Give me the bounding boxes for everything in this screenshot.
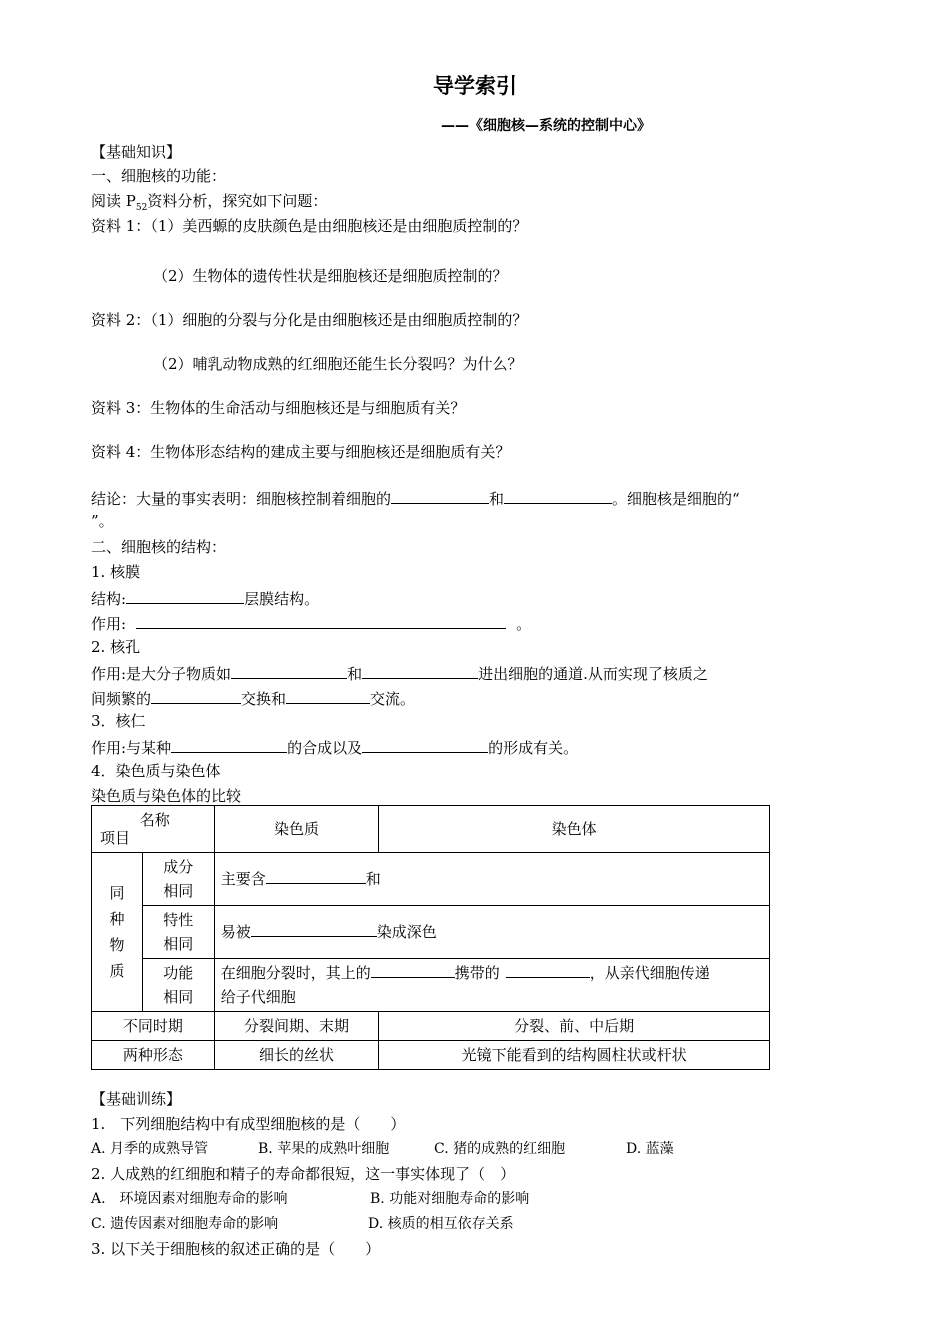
nuclear-pore-heading: 2. 核孔 (91, 638, 141, 656)
blank-field[interactable] (126, 587, 244, 604)
membrane-function-label: 作用: (91, 615, 127, 633)
membrane-function-line (91, 612, 531, 634)
group-char: 种 (109, 910, 125, 928)
table-row (92, 853, 770, 906)
nucleolus-text-b: 的合成以及 (287, 739, 363, 757)
blank-field[interactable] (391, 487, 489, 504)
composition-text-b: 和 (365, 870, 381, 888)
form-chromatin: 细长的丝状 (214, 1041, 379, 1070)
pore-text-a: 作用:是大分子物质如 (91, 665, 232, 683)
table-row (92, 1041, 770, 1070)
blank-field[interactable] (251, 920, 377, 937)
pore-and: 和 (347, 665, 363, 683)
blank-field[interactable] (171, 736, 287, 753)
row-label-composition (142, 853, 214, 906)
group-char: 物 (109, 936, 125, 954)
q1-option-a[interactable]: A. 月季的成熟导管 (91, 1141, 209, 1157)
row-label-part: 功能 (163, 964, 194, 982)
section-heading-basic-knowledge: 【基础知识】 (91, 143, 182, 161)
table-header-row (92, 806, 770, 853)
same-substance-label (92, 853, 143, 1012)
header-chromosome: 染色体 (379, 806, 770, 853)
material-1-q2: （2）生物体的遗传性状是细胞核还是细胞质控制的？ (153, 267, 508, 285)
membrane-function-end: 。 (516, 615, 532, 633)
pore-text-e: 交流。 (370, 690, 416, 708)
question-3: 3. 以下关于细胞核的叙述正确的是（ ） (91, 1240, 381, 1258)
conclusion-and: 和 (489, 490, 505, 508)
membrane-structure-text: 层膜结构。 (244, 590, 320, 608)
blank-field[interactable] (266, 867, 366, 884)
form-chromosome: 光镜下能看到的结构圆柱状或杆状 (379, 1041, 770, 1070)
function-text-d: 给子代细胞 (220, 988, 296, 1006)
table-row (92, 906, 770, 959)
corner-item: 项目 (100, 829, 131, 847)
intro-text-b: 资料分析，探究如下问题： (147, 192, 328, 210)
blank-field[interactable] (362, 736, 488, 753)
conclusion-line (91, 487, 740, 509)
material-1-q1-text: （1）美西螈的皮肤颜色是由细胞核还是由细胞质控制的？ (150, 217, 528, 235)
pore-function-line (91, 662, 708, 684)
function-text-c: ，从亲代细胞传递 (589, 964, 710, 982)
material-2-q1 (91, 310, 527, 330)
q1-option-d[interactable]: D. 蓝藻 (626, 1141, 674, 1157)
nucleolus-text-c: 的形成有关。 (488, 739, 579, 757)
property-text-b: 染成深色 (376, 923, 437, 941)
composition-text-a: 主要含 (220, 870, 266, 888)
q2-option-b[interactable]: B. 功能对细胞寿命的影响 (370, 1191, 530, 1207)
question-2: 2. 人成熟的红细胞和精子的寿命都很短，这一事实体现了（ ） (91, 1165, 516, 1183)
nucleolus-text-a: 作用:与某种 (91, 739, 172, 757)
pore-text-d: 交换和 (241, 690, 287, 708)
conclusion-line-2: ”。 (91, 512, 114, 530)
q1-option-b[interactable]: B. 苹果的成熟叶细胞 (258, 1141, 390, 1157)
nucleolus-heading: 3．核仁 (91, 712, 146, 730)
page-title: 导学索引 (433, 74, 517, 98)
blank-field[interactable] (286, 687, 370, 704)
row-label-period: 不同时期 (92, 1012, 215, 1041)
blank-field[interactable] (362, 662, 478, 679)
material-2-q1-text: （1）细胞的分裂与分化是由细胞核还是由细胞质控制的？ (150, 311, 528, 329)
q2-option-d[interactable]: D. 核质的相互依存关系 (368, 1216, 514, 1232)
chromatin-heading: 4．染色质与染色体 (91, 762, 221, 780)
table-corner-cell (92, 806, 215, 853)
part2-heading: 二、细胞核的结构： (91, 538, 227, 556)
function-text-a: 在细胞分裂时，其上的 (220, 964, 371, 982)
row-label-part: 相同 (163, 882, 194, 900)
pore-text-c: 间频繁的 (91, 690, 152, 708)
row-label-part: 成分 (163, 858, 194, 876)
row-label-part: 特性 (163, 911, 194, 929)
conclusion-text-b: 。细胞核是细胞的“ (612, 490, 740, 508)
nuclear-membrane-heading: 1. 核膜 (91, 563, 141, 581)
material-2-label: 资料 2： (91, 311, 151, 329)
blank-field[interactable] (371, 961, 455, 978)
blank-field[interactable] (151, 687, 241, 704)
material-2-q2: （2）哺乳动物成熟的红细胞还能生长分裂吗？为什么？ (153, 355, 523, 373)
period-chromatin: 分裂间期、末期 (214, 1012, 379, 1041)
intro-text-a: 阅读 P (91, 192, 136, 210)
q1-option-c[interactable]: C. 猪的成熟的红细胞 (434, 1141, 566, 1157)
question-1: 1. 下列细胞结构中有成型细胞核的是（ ） (91, 1115, 406, 1133)
group-char: 同 (109, 884, 125, 902)
material-1-label: 资料 1： (91, 217, 151, 235)
row-label-part: 相同 (163, 988, 194, 1006)
header-chromatin: 染色质 (214, 806, 379, 853)
row-label-function (142, 959, 214, 1012)
q2-option-c[interactable]: C. 遗传因素对细胞寿命的影响 (91, 1216, 279, 1232)
group-char: 质 (109, 962, 125, 980)
comparison-table (91, 805, 770, 1070)
intro-page-subscript: 52 (135, 203, 148, 213)
function-cell (214, 959, 769, 1012)
property-text-a: 易被 (220, 923, 251, 941)
corner-name: 名称 (139, 811, 170, 829)
table-caption: 染色质与染色体的比较 (91, 787, 242, 805)
property-cell (214, 906, 769, 959)
table-row (92, 959, 770, 1012)
row-label-property (142, 906, 214, 959)
table-row (92, 1012, 770, 1041)
membrane-structure-label: 结构: (91, 590, 127, 608)
blank-field[interactable] (506, 961, 590, 978)
pore-text-b: 进出细胞的通道.从而实现了核质之 (478, 665, 708, 683)
conclusion-text-a: 结论：大量的事实表明：细胞核控制着细胞的 (91, 490, 392, 508)
membrane-structure-line (91, 587, 319, 609)
material-3: 资料 3：生物体的生命活动与细胞核还是与细胞质有关？ (91, 399, 466, 417)
blank-field[interactable] (504, 487, 612, 504)
blank-field[interactable] (231, 662, 347, 679)
row-label-part: 相同 (163, 935, 194, 953)
row-label-form: 两种形态 (92, 1041, 215, 1070)
q2-option-a[interactable]: A. 环境因素对细胞寿命的影响 (91, 1191, 288, 1207)
composition-cell (214, 853, 769, 906)
section-heading-basic-training: 【基础训练】 (91, 1090, 182, 1108)
nucleolus-function-line (91, 736, 578, 758)
material-4: 资料 4：生物体形态结构的建成主要与细胞核还是细胞质有关？ (91, 443, 511, 461)
period-chromosome: 分裂、前、中后期 (379, 1012, 770, 1041)
page-subtitle: ——《细胞核—系统的控制中心》 (441, 118, 651, 134)
part1-heading: 一、细胞核的功能： (91, 167, 227, 185)
function-text-b: 携带的 (454, 964, 500, 982)
part1-intro (91, 191, 327, 218)
pore-function-line-2 (91, 687, 415, 709)
material-1-q1 (91, 216, 527, 236)
blank-field[interactable] (136, 612, 506, 629)
